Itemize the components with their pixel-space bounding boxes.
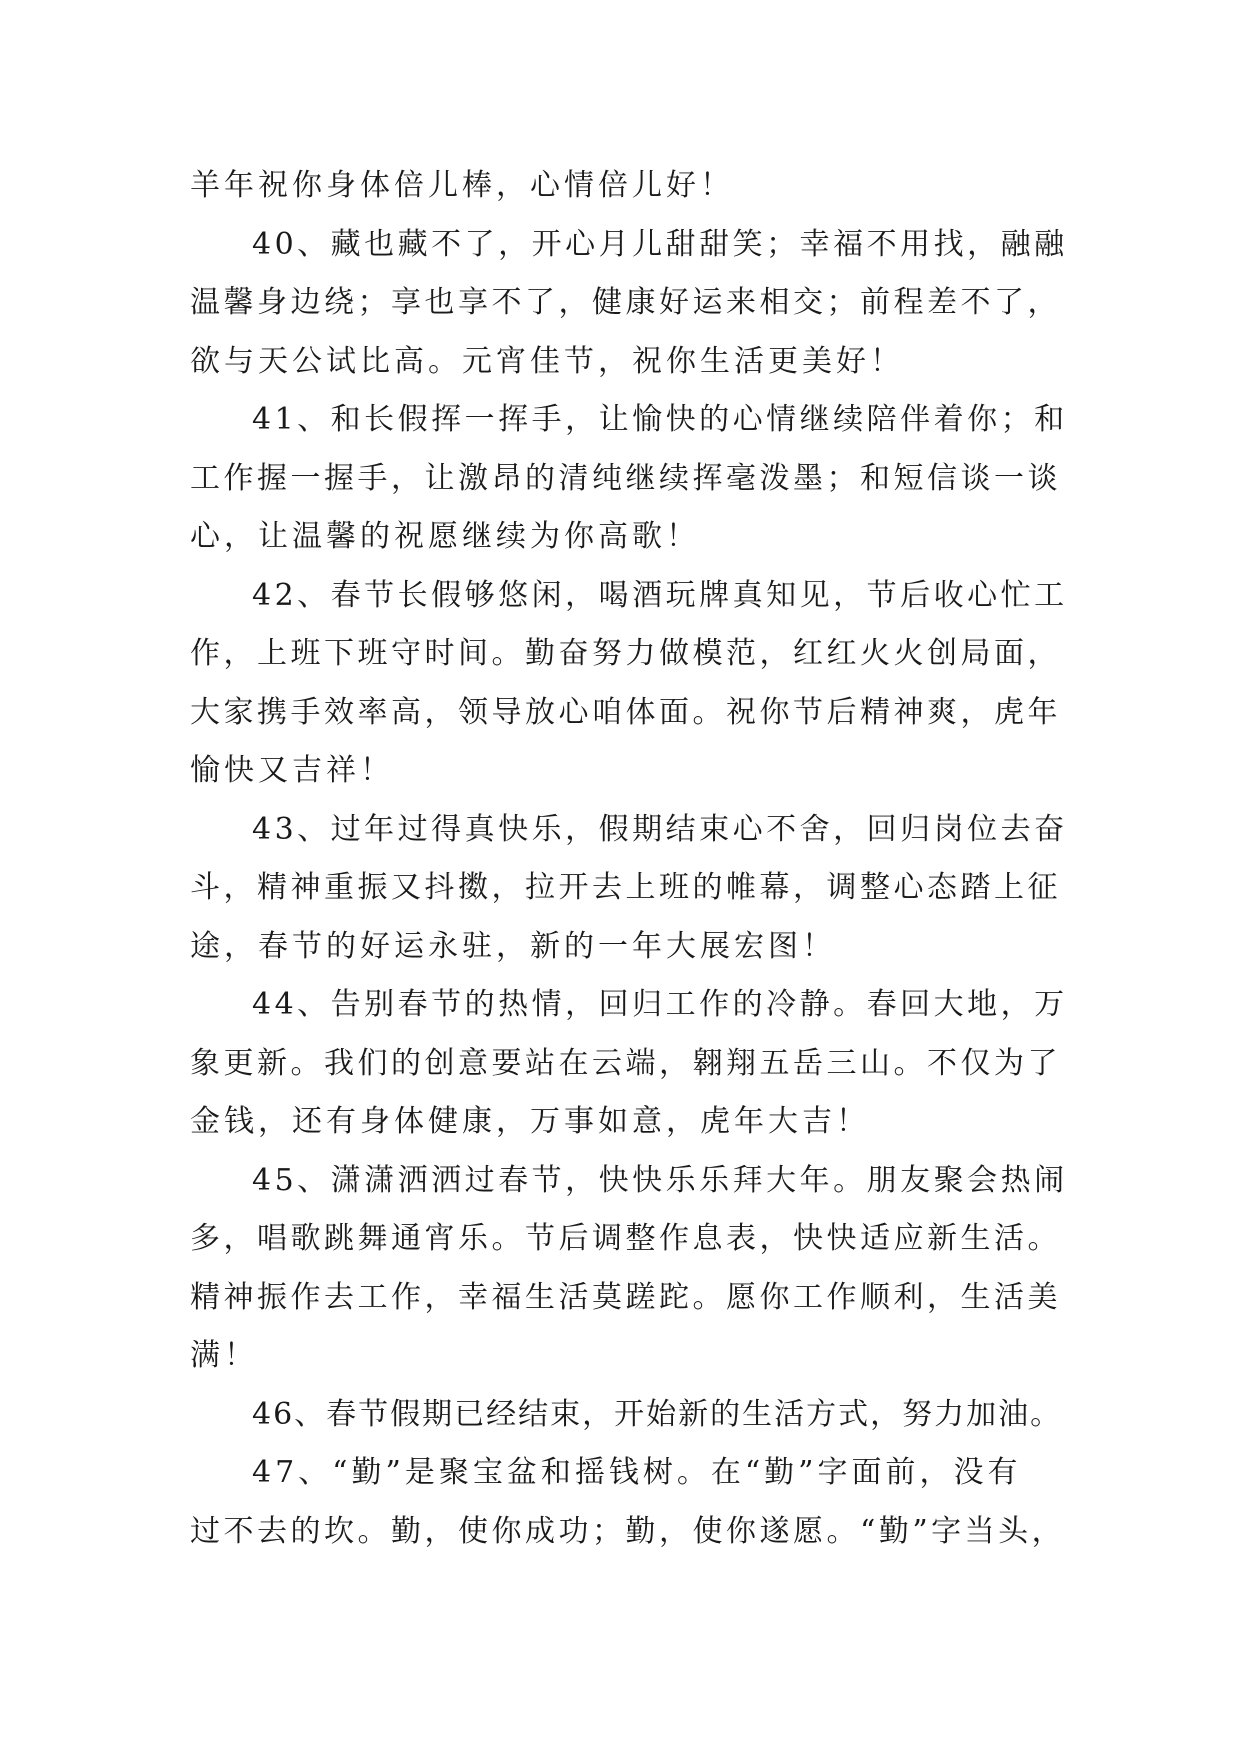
- text-line: 大家携手效率高，领导放心咱体面。祝你节后精神爽，虎年: [190, 694, 1061, 730]
- text-line: 愉快又吉祥！: [190, 753, 394, 788]
- text-line: 43、过年过得真快乐，假期结束心不舍，回归岗位去奋: [252, 811, 1068, 847]
- text-line: 多，唱歌跳舞通宵乐。节后调整作息表，快快适应新生活。: [190, 1221, 1061, 1256]
- text-line: 40、藏也藏不了，开心月儿甜甜笑；幸福不用找，融融: [252, 226, 1068, 262]
- text-line: 金钱，还有身体健康，万事如意，虎年大吉！: [190, 1104, 870, 1139]
- text-line: 满！: [190, 1338, 258, 1373]
- text-line: 47、“勤”是聚宝盆和摇钱树。在“勤”字面前，没有: [252, 1455, 1022, 1490]
- text-line: 温馨身边绕；享也享不了，健康好运来相交；前程差不了，: [190, 285, 1061, 320]
- text-line: 象更新。我们的创意要站在云端，翱翔五岳三山。不仅为了: [190, 1045, 1061, 1081]
- text-line: 斗，精神重振又抖擞，拉开去上班的帷幕，调整心态踏上征: [190, 870, 1061, 905]
- text-line: 心，让温馨的祝愿继续为你高歌！: [190, 519, 700, 554]
- text-line: 44、告别春节的热情，回归工作的冷静。春回大地，万: [252, 987, 1068, 1022]
- text-line: 45、潇潇洒洒过春节，快快乐乐拜大年。朋友聚会热闹: [252, 1162, 1068, 1198]
- text-line: 41、和长假挥一挥手，让愉快的心情继续陪伴着你；和: [252, 402, 1068, 437]
- text-line: 欲与天公试比高。元宵佳节，祝你生活更美好！: [190, 343, 904, 379]
- text-line: 精神振作去工作，幸福生活莫蹉跎。愿你工作顺利，生活美: [190, 1279, 1061, 1315]
- text-line: 过不去的坎。勤，使你成功；勤，使你遂愿。“勤”字当头，: [190, 1513, 1066, 1549]
- text-line: 途，春节的好运永驻，新的一年大展宏图！: [190, 928, 836, 964]
- text-line: 作，上班下班守时间。勤奋努力做模范，红红火火创局面，: [190, 636, 1061, 671]
- text-line: 46、春节假期已经结束，开始新的生活方式，努力加油。: [252, 1396, 1063, 1432]
- body-text: [190, 157, 1070, 1561]
- text-line: 羊年祝你身体倍儿棒，心情倍儿好！: [190, 168, 734, 203]
- text-line: 42、春节长假够悠闲，喝酒玩牌真知见，节后收心忙工: [252, 577, 1068, 613]
- text-line: 工作握一握手，让激昂的清纯继续挥毫泼墨；和短信谈一谈: [190, 460, 1061, 496]
